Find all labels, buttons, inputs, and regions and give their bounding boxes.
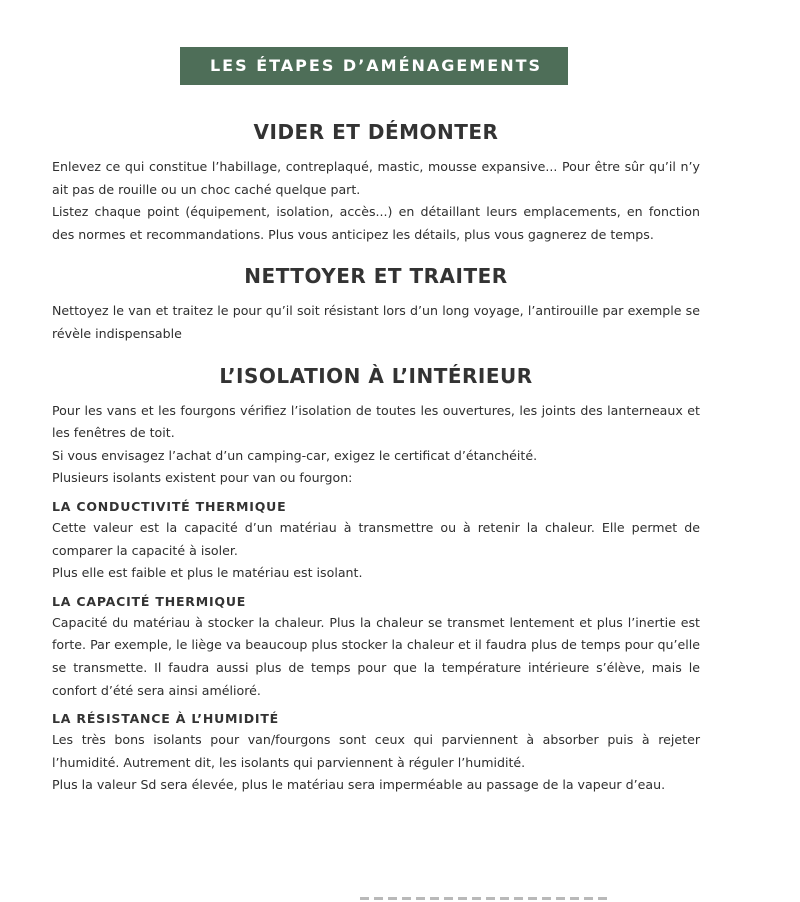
section-heading: L’ISOLATION À L’INTÉRIEUR: [219, 363, 533, 388]
subsection-heading: LA CONDUCTIVITÉ THERMIQUE: [52, 498, 287, 514]
paragraph: Les très bons isolants pour van/fourgons sont ceux qui parviennent à absorber puis à rejeter l’humidité. Autrement dit, les isolants qui parviennent à réguler l’humidité.: [52, 732, 700, 770]
section-heading: VIDER ET DÉMONTER: [253, 120, 499, 144]
cut-off-heading: [360, 892, 610, 902]
banner-container: [0, 47, 800, 85]
paragraph: Plus la valeur Sd sera élevée, plus le matériau sera imperméable au passage de la vapeur d’eau.: [52, 777, 666, 793]
paragraph: Listez chaque point (équipement, isolation, accès...) en détaillant leurs emplacements, en fonction des normes et recommandations. Plus vous anticipez les détails, plus vous gagnerez de temps.: [52, 204, 700, 242]
paragraph: Nettoyez le van et traitez le pour qu’il soit résistant lors d’un long voyage, l’antirouille par exemple se révèle indispensable: [52, 303, 700, 341]
paragraph: Capacité du matériau à stocker la chaleur. Plus la chaleur se transmet lentement et plus l’inertie est forte. Par exemple, le liège va beaucoup plus stocker la chaleur et il faudra plus de temps pour qu’elle se transmette. Il faudra aussi plus de temps pour que la température intérieure s’élève, mais le confort d’été sera ainsi amélioré.: [52, 614, 700, 698]
subsection-capacite: [52, 594, 700, 702]
section-vider-demonter: [52, 120, 700, 246]
section-isolation: [52, 364, 700, 797]
paragraph: Plus elle est faible et plus le matériau est isolant.: [52, 565, 363, 581]
subsection-heading: LA CAPACITÉ THERMIQUE: [52, 593, 247, 609]
paragraph: Si vous envisagez l’achat d’un camping-car, exigez le certificat d’étanchéité.: [52, 447, 538, 463]
paragraph: Pour les vans et les fourgons vérifiez l’isolation de toutes les ouvertures, les joints des lanterneaux et les fenêtres de toit.: [52, 402, 700, 441]
paragraph: Enlevez ce qui constitue l’habillage, contreplaqué, mastic, mousse expansive... Pour être sûr qu’il n’y ait pas de rouille ou un choc caché quelque part.: [52, 159, 700, 197]
paragraph: Cette valeur est la capacité d’un matériau à transmettre ou à retenir la chaleur. Elle permet de comparer la capacité à isoler.: [52, 519, 700, 558]
paragraph: Plusieurs isolants existent pour van ou fourgon:: [52, 470, 353, 486]
document-content: [52, 120, 700, 815]
section-heading: NETTOYER ET TRAITER: [244, 264, 508, 289]
subsection-heading: LA RÉSISTANCE À L’HUMIDITÉ: [52, 711, 280, 727]
subsection-humidite: [52, 711, 700, 797]
subsection-conductivite: [52, 499, 700, 585]
banner-title: LES ÉTAPES D’AMÉNAGEMENTS: [180, 47, 568, 85]
section-nettoyer-traiter: [52, 264, 700, 345]
